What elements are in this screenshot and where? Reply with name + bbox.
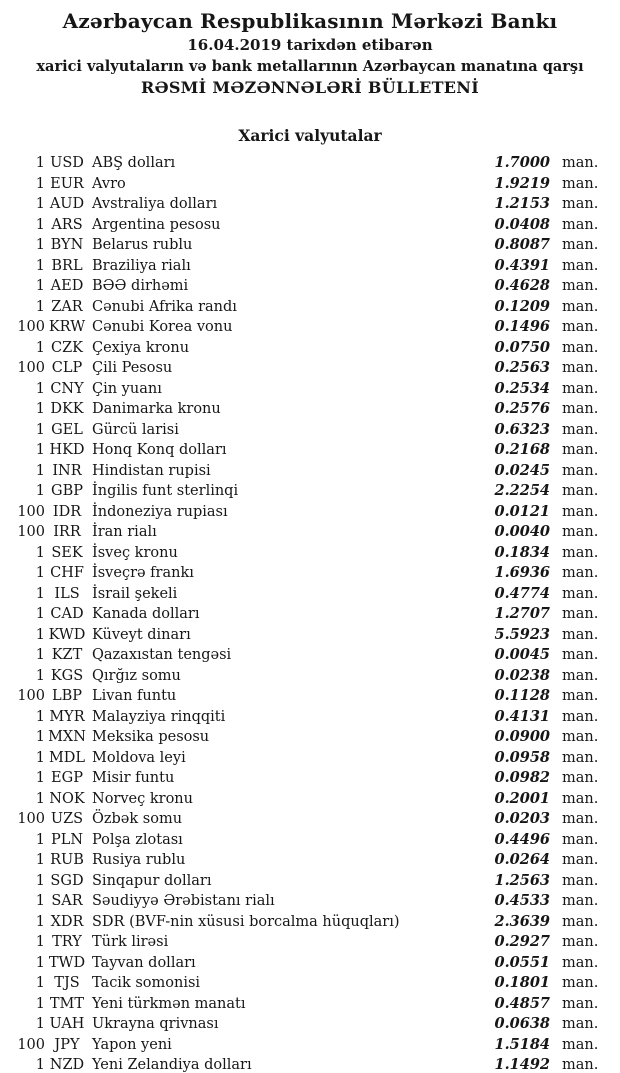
unit-cell: man. bbox=[562, 237, 599, 253]
currency-name-cell: ABŞ dolları bbox=[92, 155, 176, 171]
currency-code-cell: KGS bbox=[50, 667, 84, 684]
rate-cell: 0.2534 bbox=[494, 379, 550, 397]
currency-code-cell: NOK bbox=[49, 790, 85, 807]
unit-cell: man. bbox=[562, 421, 599, 438]
rate-cell: 0.8087 bbox=[494, 236, 550, 253]
unit-cell: man. bbox=[562, 934, 599, 950]
rate-cell: 0.4391 bbox=[494, 256, 550, 274]
rate-cell: 0.1496 bbox=[494, 318, 550, 335]
table-row bbox=[0, 563, 620, 584]
unit-cell: man. bbox=[562, 647, 599, 663]
quantity-cell: 1 bbox=[35, 647, 45, 663]
table-row bbox=[0, 625, 620, 646]
quantity-cell: 1 bbox=[35, 790, 45, 807]
currency-name-cell: Yeni Zelandiya dolları bbox=[92, 1057, 252, 1073]
rates-table bbox=[0, 153, 620, 1073]
currency-name-cell: İsrail şekeli bbox=[92, 585, 178, 602]
currency-code-cell: TJS bbox=[54, 975, 80, 991]
quantity-cell: 1 bbox=[35, 196, 45, 212]
currency-code-cell: BRL bbox=[51, 257, 83, 274]
quantity-cell: 1 bbox=[35, 954, 45, 971]
currency-code-cell: UZS bbox=[50, 811, 84, 827]
currency-code-cell: CHF bbox=[50, 565, 84, 581]
currency-name-cell: Türk lirəsi bbox=[92, 934, 169, 950]
rate-cell: 0.0203 bbox=[494, 810, 550, 827]
currency-code-cell: MDL bbox=[48, 749, 86, 766]
rate-cell: 0.2168 bbox=[494, 441, 550, 458]
unit-cell: man. bbox=[562, 790, 599, 807]
currency-code-cell: CZK bbox=[50, 339, 83, 356]
table-row bbox=[0, 1035, 620, 1056]
rate-cell: 1.2707 bbox=[494, 605, 550, 622]
currency-name-cell: Tacik somonisi bbox=[92, 975, 201, 991]
rate-cell: 0.4496 bbox=[494, 830, 550, 848]
unit-cell: man. bbox=[562, 708, 599, 725]
rate-cell: 0.0264 bbox=[494, 851, 550, 868]
unit-cell: man. bbox=[562, 893, 599, 909]
unit-cell: man. bbox=[562, 319, 599, 335]
rate-cell: 0.2001 bbox=[494, 789, 550, 807]
quantity-cell: 1 bbox=[35, 257, 45, 274]
unit-cell: man. bbox=[562, 196, 599, 212]
table-row bbox=[0, 461, 620, 482]
unit-cell: man. bbox=[562, 585, 599, 602]
table-row bbox=[0, 420, 620, 441]
currency-name-cell: İndoneziya rupiası bbox=[92, 503, 228, 520]
unit-cell: man. bbox=[562, 544, 599, 561]
table-row bbox=[0, 215, 620, 236]
table-row bbox=[0, 338, 620, 359]
currency-code-cell: USD bbox=[50, 155, 84, 171]
quantity-cell: 1 bbox=[35, 729, 45, 745]
quantity-cell: 1 bbox=[35, 585, 45, 602]
currency-name-cell: Misir funtu bbox=[92, 770, 175, 786]
unit-cell: man. bbox=[562, 503, 599, 520]
currency-name-cell: SDR (BVF-nin xüsusi borcalma hüquqları) bbox=[92, 913, 400, 930]
currency-code-cell: ARS bbox=[51, 216, 83, 233]
table-row bbox=[0, 727, 620, 748]
rate-cell: 1.2153 bbox=[494, 195, 550, 212]
unit-cell: man. bbox=[562, 831, 599, 848]
table-row bbox=[0, 748, 620, 769]
rate-cell: 1.1492 bbox=[494, 1056, 550, 1073]
rate-cell: 0.4533 bbox=[494, 892, 550, 909]
currency-code-cell: TRY bbox=[52, 934, 82, 950]
quantity-cell: 1 bbox=[35, 483, 45, 499]
rate-cell: 0.4857 bbox=[494, 994, 550, 1012]
table-row bbox=[0, 153, 620, 174]
table-row bbox=[0, 379, 620, 400]
currency-name-cell: BƏƏ dirhəmi bbox=[92, 278, 189, 294]
currency-code-cell: KZT bbox=[51, 647, 83, 663]
currency-name-cell: Avro bbox=[92, 175, 126, 192]
unit-cell: man. bbox=[562, 749, 599, 766]
currency-name-cell: İngilis funt sterlinqi bbox=[92, 483, 239, 499]
unit-cell: man. bbox=[562, 913, 599, 930]
currency-name-cell: Çin yuanı bbox=[92, 380, 162, 397]
table-row bbox=[0, 1014, 620, 1035]
table-row bbox=[0, 584, 620, 605]
rate-cell: 0.0982 bbox=[494, 769, 550, 786]
rate-cell: 0.0958 bbox=[494, 748, 550, 766]
table-row bbox=[0, 317, 620, 338]
currency-code-cell: GBP bbox=[51, 483, 83, 499]
currency-name-cell: Ukrayna qrivnası bbox=[92, 1016, 219, 1032]
currency-name-cell: Yapon yeni bbox=[92, 1036, 172, 1053]
rate-cell: 0.2563 bbox=[494, 359, 550, 376]
currency-name-cell: Qırğız somu bbox=[92, 667, 181, 684]
unit-cell: man. bbox=[562, 380, 599, 397]
quantity-cell: 1 bbox=[35, 278, 45, 294]
table-row bbox=[0, 850, 620, 871]
quantity-cell: 1 bbox=[35, 339, 45, 356]
quantity-cell: 1 bbox=[35, 913, 45, 930]
section-title-foreign-currencies: Xarici valyutalar bbox=[238, 126, 382, 145]
currency-code-cell: ZAR bbox=[51, 298, 83, 315]
currency-name-cell: Moldova leyi bbox=[92, 749, 186, 766]
currency-code-cell: INR bbox=[52, 462, 82, 479]
quantity-cell: 1 bbox=[35, 155, 45, 171]
rate-cell: 1.9219 bbox=[494, 174, 550, 192]
unit-cell: man. bbox=[562, 852, 599, 868]
table-row bbox=[0, 809, 620, 830]
quantity-cell: 1 bbox=[35, 462, 45, 479]
currency-name-cell: İran rialı bbox=[92, 524, 157, 540]
unit-cell: man. bbox=[562, 1016, 599, 1032]
rate-cell: 1.5184 bbox=[494, 1035, 550, 1053]
table-row bbox=[0, 502, 620, 523]
rate-cell: 0.0238 bbox=[494, 666, 550, 684]
table-row bbox=[0, 830, 620, 851]
currency-code-cell: BYN bbox=[50, 237, 84, 253]
unit-cell: man. bbox=[562, 401, 599, 417]
unit-cell: man. bbox=[562, 606, 599, 622]
currency-code-cell: CLP bbox=[51, 360, 83, 376]
currency-code-cell: AED bbox=[50, 278, 84, 294]
subtitle-line: xarici valyutaların və bank metallarının Azərbaycan manatına qarşı bbox=[36, 58, 584, 75]
unit-cell: man. bbox=[562, 729, 599, 745]
rate-cell: 0.1801 bbox=[494, 974, 550, 991]
quantity-cell: 1 bbox=[35, 380, 45, 397]
currency-name-cell: Meksika pesosu bbox=[92, 729, 210, 745]
quantity-cell: 1 bbox=[35, 1057, 45, 1073]
currency-name-cell: Çili Pesosu bbox=[92, 360, 173, 376]
currency-name-cell: Gürcü larisi bbox=[92, 421, 179, 438]
currency-name-cell: Çexiya kronu bbox=[92, 339, 190, 356]
table-row bbox=[0, 399, 620, 420]
quantity-cell: 1 bbox=[35, 893, 45, 909]
currency-name-cell: Honq Konq dolları bbox=[92, 442, 227, 458]
rate-cell: 0.4628 bbox=[494, 277, 550, 294]
currency-name-cell: Norveç kronu bbox=[92, 790, 193, 807]
quantity-cell: 1 bbox=[35, 175, 45, 192]
rate-cell: 0.0638 bbox=[494, 1015, 550, 1032]
quantity-cell: 1 bbox=[35, 852, 45, 868]
quantity-cell: 100 bbox=[17, 688, 45, 704]
currency-name-cell: İsveçrə frankı bbox=[92, 565, 194, 581]
quantity-cell: 100 bbox=[17, 811, 45, 827]
currency-name-cell: Livan funtu bbox=[92, 688, 177, 704]
unit-cell: man. bbox=[562, 442, 599, 458]
currency-name-cell: Tayvan dolları bbox=[92, 954, 196, 971]
table-row bbox=[0, 707, 620, 728]
quantity-cell: 1 bbox=[35, 216, 45, 233]
rate-cell: 0.1209 bbox=[494, 297, 550, 315]
table-row bbox=[0, 440, 620, 461]
currency-code-cell: SGD bbox=[50, 872, 84, 889]
currency-code-cell: IDR bbox=[52, 503, 82, 520]
currency-code-cell: EGP bbox=[51, 770, 83, 786]
unit-cell: man. bbox=[562, 811, 599, 827]
unit-cell: man. bbox=[562, 770, 599, 786]
quantity-cell: 100 bbox=[17, 319, 45, 335]
currency-name-cell: Qazaxıstan tengəsi bbox=[92, 647, 232, 663]
currency-code-cell: IRR bbox=[53, 524, 81, 540]
rate-cell: 0.6323 bbox=[494, 420, 550, 438]
table-row bbox=[0, 358, 620, 379]
currency-code-cell: JPY bbox=[54, 1036, 80, 1053]
table-row bbox=[0, 953, 620, 974]
currency-code-cell: GEL bbox=[51, 421, 83, 438]
table-row bbox=[0, 1055, 620, 1073]
currency-code-cell: CAD bbox=[50, 606, 84, 622]
table-row bbox=[0, 891, 620, 912]
table-row bbox=[0, 174, 620, 195]
rate-cell: 0.0750 bbox=[494, 338, 550, 356]
quantity-cell: 1 bbox=[35, 708, 45, 725]
quantity-cell: 1 bbox=[35, 872, 45, 889]
rate-cell: 0.4774 bbox=[494, 584, 550, 602]
bank-title: Azərbaycan Respublikasının Mərkəzi Bankı bbox=[62, 9, 558, 33]
quantity-cell: 1 bbox=[35, 401, 45, 417]
rate-cell: 0.4131 bbox=[494, 707, 550, 725]
unit-cell: man. bbox=[562, 298, 599, 315]
currency-code-cell: MYR bbox=[49, 708, 85, 725]
rate-cell: 0.0121 bbox=[494, 502, 550, 520]
unit-cell: man. bbox=[562, 216, 599, 233]
table-row bbox=[0, 789, 620, 810]
quantity-cell: 1 bbox=[35, 237, 45, 253]
quantity-cell: 1 bbox=[35, 565, 45, 581]
table-row bbox=[0, 768, 620, 789]
currency-code-cell: TMT bbox=[49, 995, 85, 1012]
unit-cell: man. bbox=[562, 995, 599, 1012]
table-row bbox=[0, 235, 620, 256]
unit-cell: man. bbox=[562, 667, 599, 684]
currency-name-cell: Cənubi Korea vonu bbox=[92, 319, 233, 335]
quantity-cell: 1 bbox=[35, 1016, 45, 1032]
document-header bbox=[0, 0, 620, 99]
table-row bbox=[0, 256, 620, 277]
table-row bbox=[0, 932, 620, 953]
currency-name-cell: Kanada dolları bbox=[92, 606, 200, 622]
currency-code-cell: ILS bbox=[54, 585, 80, 602]
rate-cell: 1.2563 bbox=[494, 871, 550, 889]
currency-name-cell: Hindistan rupisi bbox=[92, 462, 211, 479]
table-row bbox=[0, 297, 620, 318]
currency-code-cell: TWD bbox=[48, 954, 86, 971]
rate-cell: 0.0408 bbox=[494, 215, 550, 233]
unit-cell: man. bbox=[562, 565, 599, 581]
table-row bbox=[0, 522, 620, 543]
rate-cell: 0.0245 bbox=[494, 461, 550, 479]
currency-name-cell: Yeni türkmən manatı bbox=[92, 995, 246, 1012]
table-row bbox=[0, 973, 620, 994]
unit-cell: man. bbox=[562, 688, 599, 704]
quantity-cell: 1 bbox=[35, 831, 45, 848]
unit-cell: man. bbox=[562, 626, 599, 643]
unit-cell: man. bbox=[562, 339, 599, 356]
table-row bbox=[0, 481, 620, 502]
rate-cell: 0.0045 bbox=[494, 646, 550, 663]
effective-date-line: 16.04.2019 tarixdən etibarən bbox=[187, 36, 433, 54]
currency-code-cell: EUR bbox=[50, 175, 84, 192]
rate-cell: 0.1128 bbox=[494, 687, 550, 704]
table-row bbox=[0, 543, 620, 564]
table-row bbox=[0, 871, 620, 892]
currency-code-cell: PLN bbox=[50, 831, 84, 848]
rate-cell: 1.7000 bbox=[494, 154, 550, 171]
rate-cell: 5.5923 bbox=[494, 625, 550, 643]
currency-code-cell: KRW bbox=[48, 319, 86, 335]
currency-name-cell: Argentina pesosu bbox=[92, 216, 221, 233]
table-row bbox=[0, 604, 620, 625]
unit-cell: man. bbox=[562, 1057, 599, 1073]
currency-code-cell: RUB bbox=[50, 852, 84, 868]
quantity-cell: 1 bbox=[35, 442, 45, 458]
quantity-cell: 100 bbox=[17, 524, 45, 540]
quantity-cell: 1 bbox=[35, 749, 45, 766]
unit-cell: man. bbox=[562, 483, 599, 499]
quantity-cell: 100 bbox=[17, 1036, 45, 1053]
currency-name-cell: Küveyt dinarı bbox=[92, 626, 191, 643]
quantity-cell: 1 bbox=[35, 626, 45, 643]
bulletin-title: RƏSMİ MƏZƏNNƏLƏRİ BÜLLETENİ bbox=[140, 78, 480, 97]
currency-name-cell: Səudiyyə Ərəbistanı rialı bbox=[92, 893, 275, 909]
rate-cell: 2.2254 bbox=[494, 482, 550, 499]
table-row bbox=[0, 912, 620, 933]
currency-code-cell: MXN bbox=[48, 729, 86, 745]
quantity-cell: 1 bbox=[35, 975, 45, 991]
table-row bbox=[0, 994, 620, 1015]
currency-code-cell: NZD bbox=[49, 1057, 85, 1073]
table-row bbox=[0, 686, 620, 707]
currency-name-cell: Belarus rublu bbox=[92, 237, 193, 253]
unit-cell: man. bbox=[562, 175, 599, 192]
currency-name-cell: Avstraliya dolları bbox=[92, 196, 218, 212]
currency-code-cell: AUD bbox=[49, 196, 85, 212]
rate-cell: 2.3639 bbox=[494, 912, 550, 930]
unit-cell: man. bbox=[562, 524, 599, 540]
quantity-cell: 100 bbox=[17, 360, 45, 376]
rate-cell: 1.6936 bbox=[494, 564, 550, 581]
unit-cell: man. bbox=[562, 360, 599, 376]
table-row bbox=[0, 666, 620, 687]
currency-code-cell: DKK bbox=[50, 401, 84, 417]
rate-cell: 0.0040 bbox=[494, 523, 550, 540]
currency-code-cell: SAR bbox=[51, 893, 83, 909]
quantity-cell: 1 bbox=[35, 544, 45, 561]
currency-name-cell: Özbək somu bbox=[92, 811, 183, 827]
unit-cell: man. bbox=[562, 954, 599, 971]
rate-cell: 0.2576 bbox=[494, 400, 550, 417]
unit-cell: man. bbox=[562, 155, 599, 171]
currency-code-cell: LBP bbox=[51, 688, 83, 704]
unit-cell: man. bbox=[562, 975, 599, 991]
currency-name-cell: Polşa zlotası bbox=[92, 831, 183, 848]
quantity-cell: 1 bbox=[35, 770, 45, 786]
currency-name-cell: Rusiya rublu bbox=[92, 852, 186, 868]
quantity-cell: 1 bbox=[35, 421, 45, 438]
quantity-cell: 1 bbox=[35, 606, 45, 622]
currency-name-cell: Braziliya rialı bbox=[92, 257, 191, 274]
currency-code-cell: HKD bbox=[49, 442, 85, 458]
currency-code-cell: UAH bbox=[49, 1016, 85, 1032]
currency-name-cell: Sinqapur dolları bbox=[92, 872, 212, 889]
currency-name-cell: Cənubi Afrika randı bbox=[92, 298, 237, 315]
quantity-cell: 1 bbox=[35, 667, 45, 684]
quantity-cell: 1 bbox=[35, 298, 45, 315]
currency-name-cell: Danimarka kronu bbox=[92, 401, 221, 417]
table-row bbox=[0, 645, 620, 666]
currency-code-cell: XDR bbox=[50, 913, 84, 930]
unit-cell: man. bbox=[562, 257, 599, 274]
currency-code-cell: SEK bbox=[51, 544, 83, 561]
quantity-cell: 100 bbox=[17, 503, 45, 520]
unit-cell: man. bbox=[562, 462, 599, 479]
quantity-cell: 1 bbox=[35, 995, 45, 1012]
unit-cell: man. bbox=[562, 1036, 599, 1053]
quantity-cell: 1 bbox=[35, 934, 45, 950]
unit-cell: man. bbox=[562, 278, 599, 294]
rate-cell: 0.0900 bbox=[494, 728, 550, 745]
table-row bbox=[0, 276, 620, 297]
table-row bbox=[0, 194, 620, 215]
unit-cell: man. bbox=[562, 872, 599, 889]
currency-code-cell: CNY bbox=[50, 380, 84, 397]
rate-cell: 0.0551 bbox=[494, 953, 550, 971]
currency-name-cell: Malayziya rinqqiti bbox=[92, 708, 226, 725]
rate-cell: 0.2927 bbox=[494, 933, 550, 950]
currency-code-cell: KWD bbox=[48, 626, 86, 643]
rate-cell: 0.1834 bbox=[494, 543, 550, 561]
currency-name-cell: İsveç kronu bbox=[92, 544, 178, 561]
